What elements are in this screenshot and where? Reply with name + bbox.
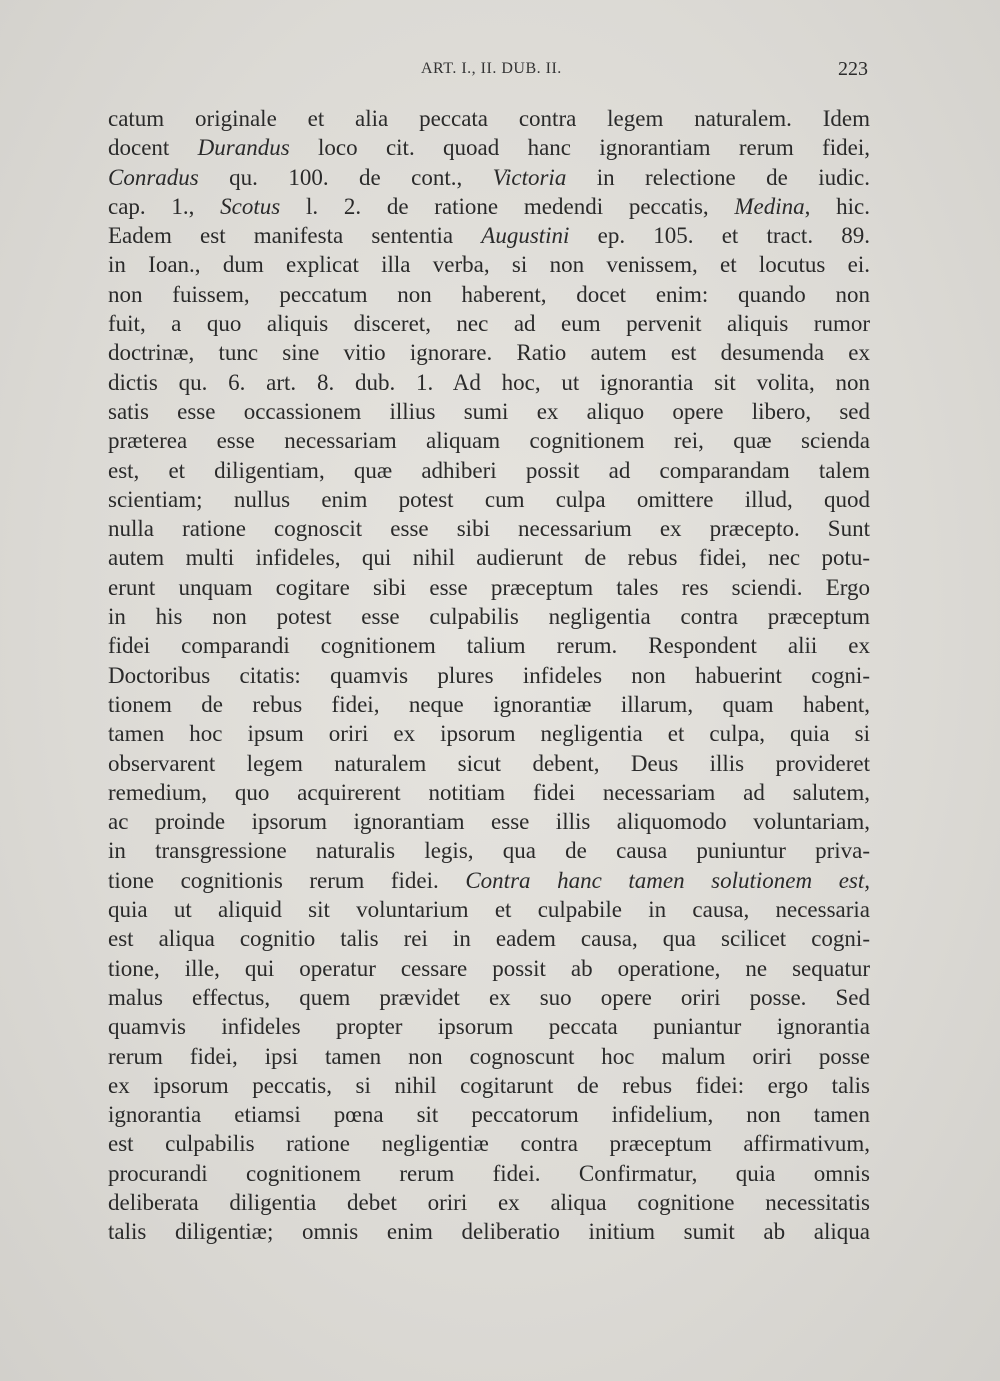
text-line (108, 749, 870, 778)
text-segment: est aliqua cognitio talis rei in eadem causa, qua scilicet cogni- (108, 926, 870, 952)
text-segment: malus effectus, quem prævidet ex suo opere oriri posse. Sed (108, 984, 870, 1010)
text-segment: deliberata diligentia debet oriri ex aliqua cognitione necessitatis (108, 1189, 870, 1215)
text-line (108, 456, 870, 485)
text-segment: tionem de rebus fidei, neque ignorantiæ illarum, quam habent, (108, 691, 870, 717)
text-line (108, 631, 870, 660)
text-segment: tione cognitionis rerum fidei. (108, 867, 466, 893)
text-line (108, 1071, 870, 1100)
text-segment: Eadem est manifesta sententia (108, 223, 482, 249)
text-segment: in his non potest esse culpabilis negligentia contra præceptum (108, 604, 870, 630)
italic-text: Contra hanc tamen solutionem est, (465, 867, 870, 893)
text-segment: quamvis infideles propter ipsorum peccata puniantur ignorantia (108, 1014, 870, 1040)
text-line (108, 895, 870, 924)
text-line (108, 661, 870, 690)
page-header (0, 58, 1000, 86)
text-segment: talis diligentiæ; omnis enim deliberatio initium sumit ab aliqua (108, 1219, 870, 1245)
text-line (108, 1100, 870, 1129)
text-line (108, 1042, 870, 1071)
text-line (108, 514, 870, 543)
text-segment: fidei comparandi cognitionem talium rerum. Respondent alii ex (108, 633, 870, 659)
text-line (108, 1188, 870, 1217)
text-segment: dictis qu. 6. art. 8. dub. 1. Ad hoc, ut ignorantia sit volita, non (108, 369, 870, 395)
text-segment: rerum fidei, ipsi tamen non cognoscunt hoc malum oriri posse (108, 1043, 870, 1069)
text-line (108, 924, 870, 953)
text-segment: tamen hoc ipsum oriri ex ipsorum negligentia et culpa, quia si (108, 721, 870, 747)
text-segment: procurandi cognitionem rerum fidei. Confirmatur, quia omnis (108, 1160, 870, 1186)
text-segment: in relectione de iudic. (566, 164, 870, 190)
text-line (108, 192, 870, 221)
text-line (108, 543, 870, 572)
text-segment: scientiam; nullus enim potest cum culpa omittere illud, quod (108, 486, 870, 512)
text-segment: nulla ratione cognoscit esse sibi necessarium ex præcepto. Sunt (108, 516, 870, 542)
text-line (108, 397, 870, 426)
text-line (108, 778, 870, 807)
text-segment: , hic. (804, 193, 870, 219)
italic-text: Durandus (197, 135, 290, 161)
text-segment: catum originale et alia peccata contra legem naturalem. Idem (108, 106, 870, 131)
text-segment: ac proinde ipsorum ignorantiam esse illis aliquomodo voluntariam, (108, 809, 870, 835)
italic-text: Scotus (220, 193, 281, 219)
text-segment: Doctoribus citatis: quamvis plures infideles non habuerint cogni- (108, 662, 870, 688)
text-line (108, 163, 870, 192)
text-line (108, 836, 870, 865)
text-line (108, 426, 870, 455)
text-line (108, 602, 870, 631)
text-line (108, 1159, 870, 1188)
text-segment: l. 2. de ratione medendi peccatis, (280, 193, 735, 219)
text-segment: ignorantia etiamsi pœna sit peccatorum infidelium, non tamen (108, 1102, 870, 1128)
text-segment: docent (108, 135, 198, 161)
text-segment: erunt unquam cogitare sibi esse præceptum tales res sciendi. Ergo (108, 574, 870, 600)
text-segment: autem multi infideles, qui nihil audierunt de rebus fidei, nec potu- (108, 545, 870, 571)
text-segment: tione, ille, qui operatur cessare possit ab operatione, ne sequatur (108, 955, 870, 981)
body-text (108, 104, 870, 1247)
text-line (108, 1129, 870, 1158)
text-line (108, 983, 870, 1012)
text-line (108, 250, 870, 279)
text-line (108, 221, 870, 250)
text-line (108, 485, 870, 514)
text-line (108, 338, 870, 367)
text-line (108, 104, 870, 133)
text-segment: quia ut aliquid sit voluntarium et culpabile in causa, necessaria (108, 897, 870, 923)
text-line (108, 1012, 870, 1041)
italic-text: Conradus (108, 164, 199, 190)
text-segment: in transgressione naturalis legis, qua de causa puniuntur priva- (108, 838, 870, 864)
text-segment: doctrinæ, tunc sine vitio ignorare. Ratio autem est desumenda ex (108, 340, 870, 366)
text-line (108, 1217, 870, 1246)
text-segment: ep. 105. et tract. 89. (569, 223, 871, 249)
text-segment: est, et diligentiam, quæ adhiberi possit ad comparandam talem (108, 457, 870, 483)
text-segment: est culpabilis ratione negligentiæ contra præceptum affirmativum, (108, 1131, 870, 1157)
text-line (108, 690, 870, 719)
text-line (108, 807, 870, 836)
text-segment: in Ioan., dum explicat illa verba, si non venissem, et locutus ei. (108, 252, 870, 278)
text-line (108, 309, 870, 338)
text-segment: loco cit. quoad hanc ignorantiam rerum fidei, (289, 135, 870, 161)
text-line (108, 368, 870, 397)
text-line (108, 573, 870, 602)
text-line (108, 719, 870, 748)
text-segment: qu. 100. de cont., (198, 164, 493, 190)
text-segment: satis esse occassionem illius sumi ex aliquo opere libero, sed (108, 398, 870, 424)
text-segment: observarent legem naturalem sicut debent, Deus illis provideret (108, 750, 870, 776)
italic-text: Medina (734, 193, 805, 219)
italic-text: Augustini (481, 223, 570, 249)
text-segment: remedium, quo acquirerent notitiam fidei necessariam ad salutem, (108, 779, 870, 805)
text-segment: ex ipsorum peccatis, si nihil cogitarunt de rebus fidei: ergo talis (108, 1072, 870, 1098)
text-segment: cap. 1., (108, 193, 221, 219)
text-line (108, 866, 870, 895)
page-number: 223 (838, 58, 868, 80)
text-line (108, 954, 870, 983)
text-segment: non fuissem, peccatum non haberent, docet enim: quando non (108, 281, 870, 307)
italic-text: Victoria (492, 164, 567, 190)
text-segment: fuit, a quo aliquis disceret, nec ad eum pervenit aliquis rumor (108, 311, 870, 337)
running-head: ART. I., II. DUB. II. (421, 60, 562, 77)
text-segment: præterea esse necessariam aliquam cognitionem rei, quæ scienda (108, 428, 870, 454)
text-line (108, 280, 870, 309)
text-line (108, 133, 870, 162)
